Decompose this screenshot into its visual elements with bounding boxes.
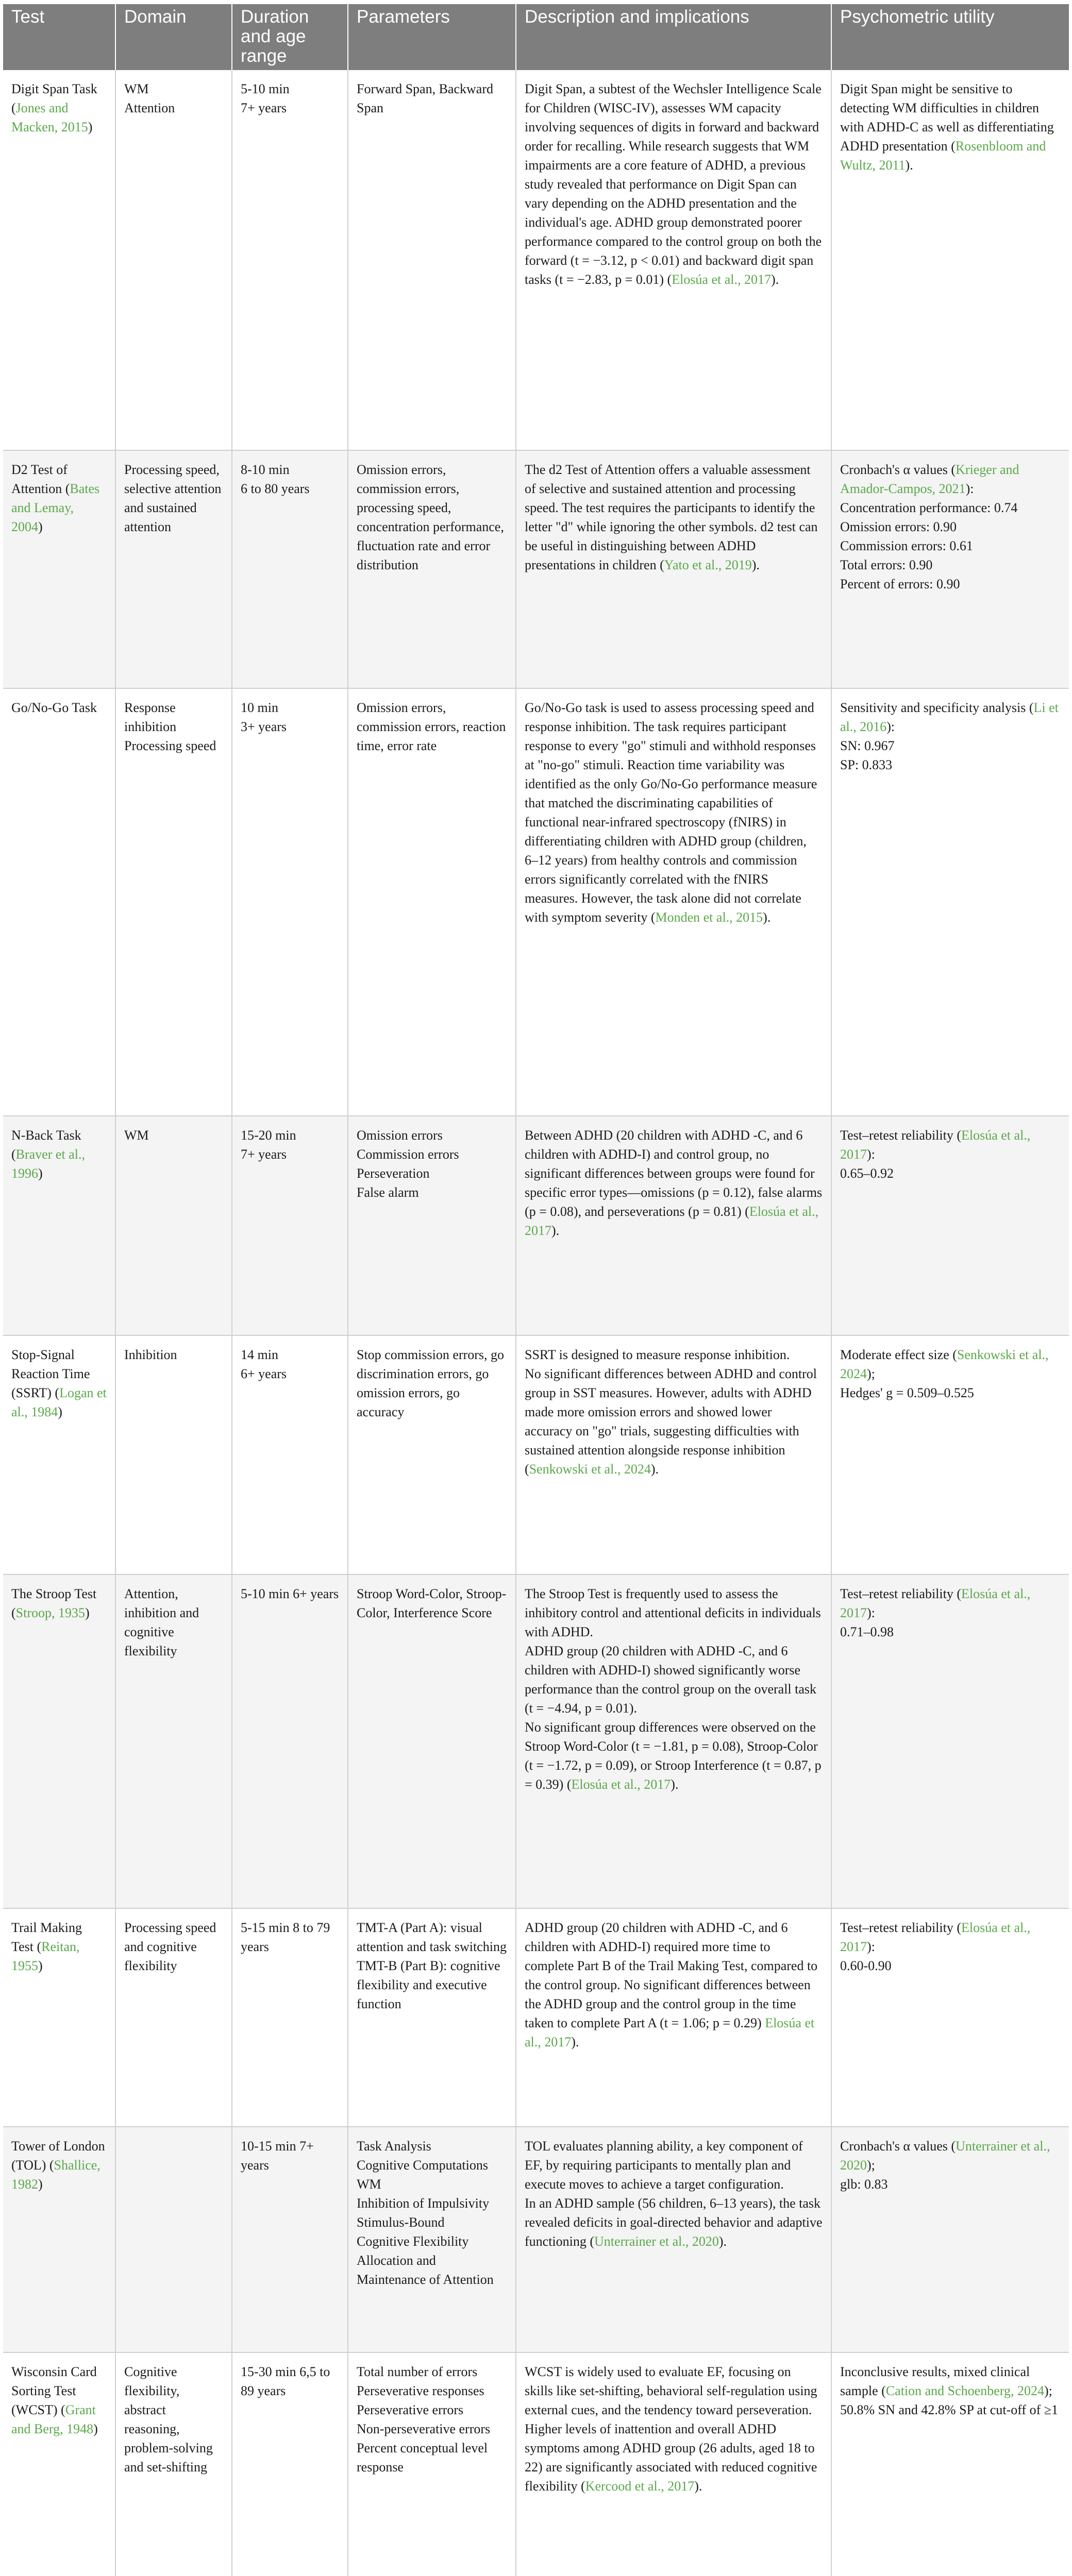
cell-text: SP: 0.833	[840, 757, 893, 772]
citation-link[interactable]: Reitan, 1955	[11, 1939, 80, 1973]
cell-text: 7+ years	[241, 100, 287, 115]
cell-domain	[115, 2352, 232, 2576]
citation-link[interactable]: Elosúa et al., 2017	[525, 2015, 815, 2049]
cell-domain	[115, 1908, 232, 2127]
cell-test	[3, 2127, 115, 2352]
cell-text: ).	[751, 557, 760, 572]
cell-text: Attention, inhibition and cognitive flexibility	[124, 1586, 199, 1658]
header-utility: Psychometric utility	[831, 4, 1069, 70]
cell-utility	[831, 688, 1069, 1116]
header-test: Test	[3, 4, 115, 70]
table-row	[3, 688, 1069, 1116]
cell-text: No significant differences between ADHD and control group in SST measures. However, adults with ADHD made more omission errors and showed lower accuracy on "go" trials, suggesting difficulties with sustained attention alongside response inhibition (	[525, 1366, 817, 1477]
cell-text: Perseverative errors	[357, 2402, 464, 2417]
cell-text: 7+ years	[241, 1147, 287, 1162]
citation-link[interactable]: Kercood et al., 2017	[585, 2479, 695, 2494]
cell-text: 3+ years	[241, 719, 287, 734]
citation-link[interactable]: Bates and Lemay, 2004	[11, 481, 100, 534]
citation-link[interactable]: Unterrainer et al., 2020	[840, 2139, 1050, 2173]
cell-text: ADHD group (20 children with ADHD -C, and 6 children with ADHD-I) required more time to complete Part B of the Trail Making Test, compared to the control group. No significant differences between the ADHD group and the control group in the time taken to complete Part A (t = 1.06; p = 0.29)	[525, 1920, 818, 2030]
cell-test	[3, 1116, 115, 1335]
cell-text: Stop commission errors, go discrimination errors, go omission errors, go accuracy	[357, 1347, 504, 1419]
cell-text: Processing speed	[124, 738, 216, 753]
citation-link[interactable]: Shallice, 1982	[11, 2158, 100, 2192]
cell-text: )	[93, 2421, 98, 2436]
cell-text: Wisconsin Card Sorting Test (WCST) (	[11, 2364, 97, 2417]
table-row	[3, 1335, 1069, 1574]
cell-text: Omission errors, commission errors, processing speed, concentration performance, fluctuation rate and error distribution	[357, 462, 504, 572]
cell-text: The d2 Test of Attention offers a valuable assessment of selective and sustained attention and processing speed. The test requires the participants to identify the letter "d" while ignoring the other symbols. d2 test can be useful in distinguishing between ADHD presentations in children (	[525, 462, 818, 572]
cell-text: );	[867, 1366, 875, 1381]
cell-domain	[115, 70, 232, 450]
citation-link[interactable]: Krieger and Amador-Campos, 2021	[840, 462, 1019, 496]
cell-text: TMT-A (Part A): visual attention and task switching	[357, 1920, 507, 1954]
citation-link[interactable]: Elosúa et al., 2017	[525, 1204, 819, 1238]
cell-duration	[232, 1335, 348, 1574]
cell-text: 5-10 min	[241, 81, 290, 96]
cell-text: Trail Making Test (	[11, 1920, 82, 1954]
cell-text: False alarm	[357, 1185, 419, 1200]
citation-link[interactable]: Elosúa et al., 2017	[840, 1128, 1031, 1162]
cell-text: ):	[965, 481, 974, 496]
cell-description	[516, 2127, 831, 2352]
cell-text: 14 min	[241, 1347, 278, 1362]
cell-text: ).	[650, 1462, 659, 1477]
cell-domain	[115, 450, 232, 688]
cell-text: ).	[763, 910, 771, 925]
cell-text: Go/No-Go task is used to assess processing speed and response inhibition. The task requires participant response to every "go" stimuli and withhold responses at "no-go" stimuli. Reaction time variability was identified as the only Go/No-Go performance measure that matched the discriminating capabilities of functional near-infrared spectroscopy (fNIRS) in differentiating children with ADHD group (children, 6–12 years) from healthy controls and commission errors significantly correlated with the fNIRS measures. However, the task alone did not correlate with symptom severity (	[525, 700, 817, 925]
cell-text: ).	[551, 1223, 560, 1238]
cell-text: Task Analysis	[357, 2139, 431, 2154]
table-row	[3, 450, 1069, 688]
cell-text: ):	[867, 1147, 875, 1162]
cell-text: ).	[718, 2234, 727, 2249]
citation-link[interactable]: Elosúa et al., 2017	[672, 272, 771, 287]
cell-text: 6+ years	[241, 1366, 287, 1381]
citation-link[interactable]: Rosenbloom and Wultz, 2011	[840, 139, 1046, 173]
assessment-table	[3, 4, 1069, 2576]
cell-text: The Stroop Test is frequently used to assess the inhibitory control and attentional deficits in individuals with ADHD.	[525, 1586, 821, 1639]
citation-link[interactable]: Monden et al., 2015	[655, 910, 763, 925]
cell-text: D2 Test of Attention (	[11, 462, 70, 496]
cell-text: 5-10 min 6+ years	[241, 1586, 339, 1601]
cell-description	[516, 1908, 831, 2127]
table-row	[3, 1908, 1069, 2127]
cell-duration	[232, 450, 348, 688]
cell-text: 15-30 min 6,5 to 89 years	[241, 2364, 330, 2398]
cell-test	[3, 1908, 115, 2127]
cell-test	[3, 2352, 115, 2576]
cell-utility	[831, 1335, 1069, 1574]
cell-test	[3, 1335, 115, 1574]
cell-text: ADHD group (20 children with ADHD -C, and 6 children with ADHD-I) showed significantly worse performance than the control group on the overall task (t = −4.94, p = 0.01).	[525, 1643, 817, 1716]
cell-text: )	[38, 2177, 43, 2192]
cell-text: TMT-B (Part B): cognitive flexibility and executive function	[357, 1958, 500, 2011]
cell-domain	[115, 1574, 232, 1908]
cell-text: Sensitivity and specificity analysis (	[840, 700, 1034, 715]
cell-text: 50.8% SN and 42.8% SP at cut-off of ≥1	[840, 2402, 1059, 2417]
cell-text: glb: 0.83	[840, 2177, 888, 2192]
cell-duration	[232, 2127, 348, 2352]
cell-text: Total number of errors	[357, 2364, 478, 2379]
table-body	[3, 70, 1069, 2576]
cell-text: Perseveration	[357, 1166, 430, 1181]
cell-utility	[831, 70, 1069, 450]
citation-link[interactable]: Jones and Macken, 2015	[11, 100, 88, 134]
citation-link[interactable]: Braver et al., 1996	[11, 1147, 85, 1181]
cell-text: Commission errors	[357, 1147, 459, 1162]
cell-text: Digit Span, a subtest of the Wechsler Intelligence Scale for Children (WISC-IV), assesses WM capacity involving sequences of digits in forward and backward order for recalling. While research suggests that WM impairments are a core feature of ADHD, a previous study revealed that performance on Digit Span can vary depending on the ADHD presentation and the individual's age. ADHD group demonstrated poorer performance compared to the control group on both the forward (t = −3.12, p < 0.01) and backward digit span tasks (t = −2.83, p = 0.01) (	[525, 81, 822, 287]
citation-link[interactable]: Elosúa et al., 2017	[840, 1920, 1031, 1954]
cell-text: Omission errors	[357, 1128, 443, 1143]
cell-utility	[831, 450, 1069, 688]
cell-utility	[831, 1574, 1069, 1908]
citation-link[interactable]: Elosúa et al., 2017	[840, 1586, 1031, 1620]
cell-text: )	[88, 120, 93, 134]
cell-text: Tower of London (TOL) (	[11, 2139, 105, 2173]
table-header-row	[3, 4, 1069, 70]
cell-test	[3, 70, 115, 450]
cell-text: ):	[867, 1605, 875, 1620]
cell-duration	[232, 1908, 348, 2127]
cell-text: );	[1044, 2383, 1052, 2398]
cell-text: 8-10 min	[241, 462, 290, 477]
cell-text: Inconclusive results, mixed clinical sample (	[840, 2364, 1030, 2398]
cell-text: Percent of errors: 0.90	[840, 577, 960, 591]
cell-text: WM	[124, 1128, 149, 1143]
cell-text: 10-15 min 7+ years	[241, 2139, 314, 2173]
cell-description	[516, 1335, 831, 1574]
cell-text: Total errors: 0.90	[840, 557, 933, 572]
cell-text: ).	[694, 2479, 702, 2494]
cell-text: )	[38, 1958, 43, 1973]
cell-text: 0.71–0.98	[840, 1624, 894, 1639]
citation-link[interactable]: Stroop, 1935	[15, 1605, 86, 1620]
citation-link[interactable]: Cation and Schoenberg, 2024	[885, 2383, 1044, 2398]
cell-text: ).	[571, 2035, 579, 2049]
cell-utility	[831, 2352, 1069, 2576]
cell-text: The Stroop Test (	[11, 1586, 97, 1620]
cell-text: In an ADHD sample (56 children, 6–13 years), the task revealed deficits in goal-directed behavior and adaptive functioning (	[525, 2196, 823, 2249]
cell-text: Between ADHD (20 children with ADHD -C, and 6 children with ADHD-I) and control group, no significant differences between groups were found for specific error types—omissions (p = 0.12), false alarms (p = 0.08), and perseverations (p = 0.81) (	[525, 1128, 823, 1219]
cell-parameters	[348, 688, 516, 1116]
cell-text: Stop-Signal Reaction Time (SSRT) (	[11, 1347, 90, 1400]
cell-text: 10 min	[241, 700, 278, 715]
cell-text: 5-15 min 8 to 79 years	[241, 1920, 330, 1954]
cell-text: Omission errors: 0.90	[840, 519, 957, 534]
cell-text: Inhibition of Impulsivity	[357, 2196, 490, 2211]
citation-link[interactable]: Senkowski et al., 2024	[529, 1462, 651, 1477]
cell-description	[516, 1574, 831, 1908]
cell-duration	[232, 1116, 348, 1335]
cell-text: Maintenance of Attention	[357, 2272, 494, 2287]
cell-text: WM	[124, 81, 149, 96]
cell-text: Commission errors: 0.61	[840, 538, 973, 553]
cell-description	[516, 1116, 831, 1335]
cell-text: Stroop Word-Color, Stroop-Color, Interference Score	[357, 1586, 507, 1620]
cell-text: Cognitive Flexibility	[357, 2234, 469, 2249]
header-duration: Duration and age range	[232, 4, 348, 70]
cell-parameters	[348, 2352, 516, 2576]
cell-text: Go/No-Go Task	[11, 700, 97, 715]
cell-text: 6 to 80 years	[241, 481, 310, 496]
citation-link[interactable]: Senkowski et al., 2024	[840, 1347, 1049, 1381]
cell-text: Non-perseverative errors	[357, 2421, 491, 2436]
table-row	[3, 1574, 1069, 1908]
citation-link[interactable]: Yato et al., 2019	[664, 557, 752, 572]
cell-utility	[831, 1908, 1069, 2127]
cell-text: ).	[671, 1777, 679, 1792]
cell-text: 0.60-0.90	[840, 1958, 892, 1973]
cell-domain	[115, 688, 232, 1116]
cell-text: Processing speed, selective attention and sustained attention	[124, 462, 222, 534]
cell-text: Stimulus-Bound	[357, 2215, 445, 2230]
cell-text: Forward Span, Backward Span	[357, 81, 493, 115]
cell-text: )	[38, 1166, 43, 1181]
cell-utility	[831, 1116, 1069, 1335]
cell-text: Cognitive flexibility, abstract reasoning, problem-solving and set-shifting	[124, 2364, 213, 2475]
cell-text: 0.65–0.92	[840, 1166, 894, 1181]
citation-link[interactable]: Logan et al., 1984	[11, 1385, 107, 1419]
cell-parameters	[348, 2127, 516, 2352]
cell-text: Digit Span might be sensitive to detecting WM difficulties in children with ADHD-C as well as differentiating ADHD presentation (	[840, 81, 1054, 154]
cell-text: Test–retest reliability (	[840, 1586, 961, 1601]
cell-text: Digit Span Task (	[11, 81, 97, 115]
cell-duration	[232, 2352, 348, 2576]
cell-text: Percent conceptual level response	[357, 2441, 488, 2475]
cell-text: )	[85, 1605, 90, 1620]
cell-text: Moderate effect size (	[840, 1347, 957, 1362]
citation-link[interactable]: Li et al., 2016	[840, 700, 1059, 734]
cell-parameters	[348, 1116, 516, 1335]
cell-text: Inhibition	[124, 1347, 177, 1362]
header-domain: Domain	[115, 4, 232, 70]
cell-text: Attention	[124, 100, 175, 115]
cell-text: Perseverative responses	[357, 2383, 484, 2398]
cell-test	[3, 450, 115, 688]
cell-domain	[115, 2127, 232, 2352]
citation-link[interactable]: Unterrainer et al., 2020	[594, 2234, 719, 2249]
cell-text: Response inhibition	[124, 700, 177, 734]
table-row	[3, 1116, 1069, 1335]
cell-text: Hedges' g = 0.509–0.525	[840, 1385, 974, 1400]
cell-text: SSRT is designed to measure response inhibition.	[525, 1347, 790, 1362]
cell-text: ):	[886, 719, 895, 734]
cell-text: 15-20 min	[241, 1128, 296, 1143]
cell-parameters	[348, 1908, 516, 2127]
cell-text: Cronbach's α values (	[840, 2139, 956, 2154]
cell-text: N-Back Task (	[11, 1128, 81, 1162]
cell-text: SN: 0.967	[840, 738, 895, 753]
cell-text: )	[38, 519, 43, 534]
cell-parameters	[348, 450, 516, 688]
cell-description	[516, 2352, 831, 2576]
cell-text: Processing speed and cognitive flexibility	[124, 1920, 216, 1973]
table-row	[3, 70, 1069, 450]
cell-parameters	[348, 70, 516, 450]
cell-text: WM	[357, 2177, 381, 2192]
cell-parameters	[348, 1335, 516, 1574]
cell-text: );	[867, 2158, 875, 2173]
cell-text: Higher levels of inattention and overall ADHD symptoms among ADHD group (26 adults, aged 18 to 22) are significantly associated with reduced cognitive flexibility (	[525, 2421, 817, 2494]
cell-utility	[831, 2127, 1069, 2352]
cell-text: No significant group differences were observed on the Stroop Word-Color (t = −1.81, p = 0.08), Stroop-Color (t = −1.72, p = 0.09), or Stroop Interference (t = 0.87, p = 0.39) (	[525, 1720, 822, 1792]
cell-description	[516, 70, 831, 450]
citation-link[interactable]: Grant and Berg, 1948	[11, 2402, 96, 2436]
cell-test	[3, 688, 115, 1116]
cell-text: Cognitive Computations	[357, 2158, 488, 2173]
cell-text: Test–retest reliability (	[840, 1920, 961, 1935]
cell-text: Concentration performance: 0.74	[840, 500, 1018, 515]
cell-text: ).	[770, 272, 779, 287]
cell-parameters	[348, 1574, 516, 1908]
cell-text: WCST is widely used to evaluate EF, focusing on skills like set-shifting, behavioral self-regulation using external cues, and the tendency toward perseveration.	[525, 2364, 817, 2417]
cell-text: ).	[905, 158, 913, 173]
header-parameters: Parameters	[348, 4, 516, 70]
cell-test	[3, 1574, 115, 1908]
cell-text: TOL evaluates planning ability, a key component of EF, by requiring participants to mentally plan and execute moves to achieve a target configuration.	[525, 2139, 803, 2192]
cell-duration	[232, 70, 348, 450]
cell-text: )	[58, 1404, 62, 1419]
cell-duration	[232, 688, 348, 1116]
cell-duration	[232, 1574, 348, 1908]
table-row	[3, 2352, 1069, 2576]
cell-text: Allocation and	[357, 2253, 436, 2268]
cell-description	[516, 450, 831, 688]
cell-text: Cronbach's α values (	[840, 462, 956, 477]
cell-domain	[115, 1116, 232, 1335]
cell-domain	[115, 1335, 232, 1574]
table-row	[3, 2127, 1069, 2352]
cell-text: ):	[867, 1939, 875, 1954]
header-description: Description and implications	[516, 4, 831, 70]
cell-text: Test–retest reliability (	[840, 1128, 961, 1143]
cell-text: Omission errors, commission errors, reaction time, error rate	[357, 700, 506, 753]
cell-description	[516, 688, 831, 1116]
citation-link[interactable]: Elosúa et al., 2017	[571, 1777, 671, 1792]
